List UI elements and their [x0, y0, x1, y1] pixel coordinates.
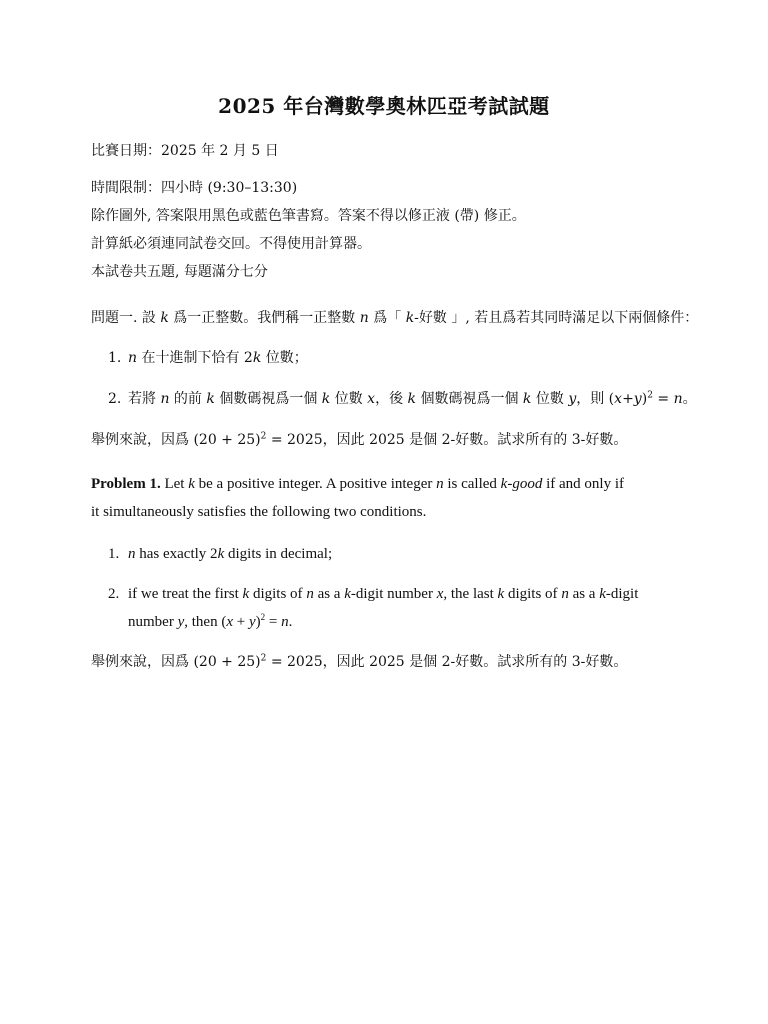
problem-en-item2: if we treat the first k digits of n as a k-digit number x, the last k digits of n as a k-digit — [128, 586, 639, 602]
problem-zh-item1-number: 1. — [108, 350, 122, 366]
problem-en-intro: Problem 1. Let k be a positive integer. A positive integer n is called k-good if and only if — [91, 476, 624, 492]
problem-zh-item2-number: 2. — [108, 391, 122, 407]
time-limit: 時間限制：四小時 (9:30–13:30) — [91, 180, 298, 196]
rule-pen: 除作圖外, 答案限用黑色或藍色筆書寫。答案不得以修正液 (帶) 修正。 — [91, 208, 526, 224]
problem-en-item2-number: 2. — [108, 586, 120, 602]
exam-title: 2025 年台灣數學奧林匹亞考試試題 — [218, 94, 550, 118]
problem-en-example: 舉例來說，因爲 $(20 + 25)^2 = 2025$，因此 2025 是個 2-好數。試求所有的 3-好數。 — [91, 653, 628, 670]
problem-en-intro-continued: it simultaneously satisfies the following two conditions. — [91, 504, 427, 520]
problem-en-item1-number: 1. — [108, 546, 120, 562]
exam-date: 比賽日期：2025 年 2 月 5 日 — [91, 143, 279, 159]
rule-scoring: 本試卷共五題, 每題滿分七分 — [91, 264, 268, 280]
problem-zh-item2: 若將 n 的前 k 個數碼視爲一個 k 位數 x，後 k 個數碼視爲一個 k 位數 y，則 $(x+y)^2 = n$。 — [128, 390, 697, 407]
problem-zh-example: 舉例來說，因爲 $(20 + 25)^2 = 2025$，因此 2025 是個 2-好數。試求所有的 3-好數。 — [91, 431, 628, 448]
problem-zh-intro: 問題一. 設 k 爲一正整數。我們稱一正整數 n 爲「 k-好數 」, 若且爲若其同時滿足以下兩個條件： — [91, 310, 699, 326]
rule-calculator: 計算紙必須連同試卷交回。不得使用計算器。 — [91, 236, 371, 252]
problem-zh-item1: n 在十進制下恰有 2k 位數； — [128, 350, 308, 366]
problem-en-item2-continued: number y, then $(x + y)^2 = n$. — [128, 612, 293, 630]
problem-en-item1: n has exactly 2k digits in decimal; — [128, 546, 333, 562]
